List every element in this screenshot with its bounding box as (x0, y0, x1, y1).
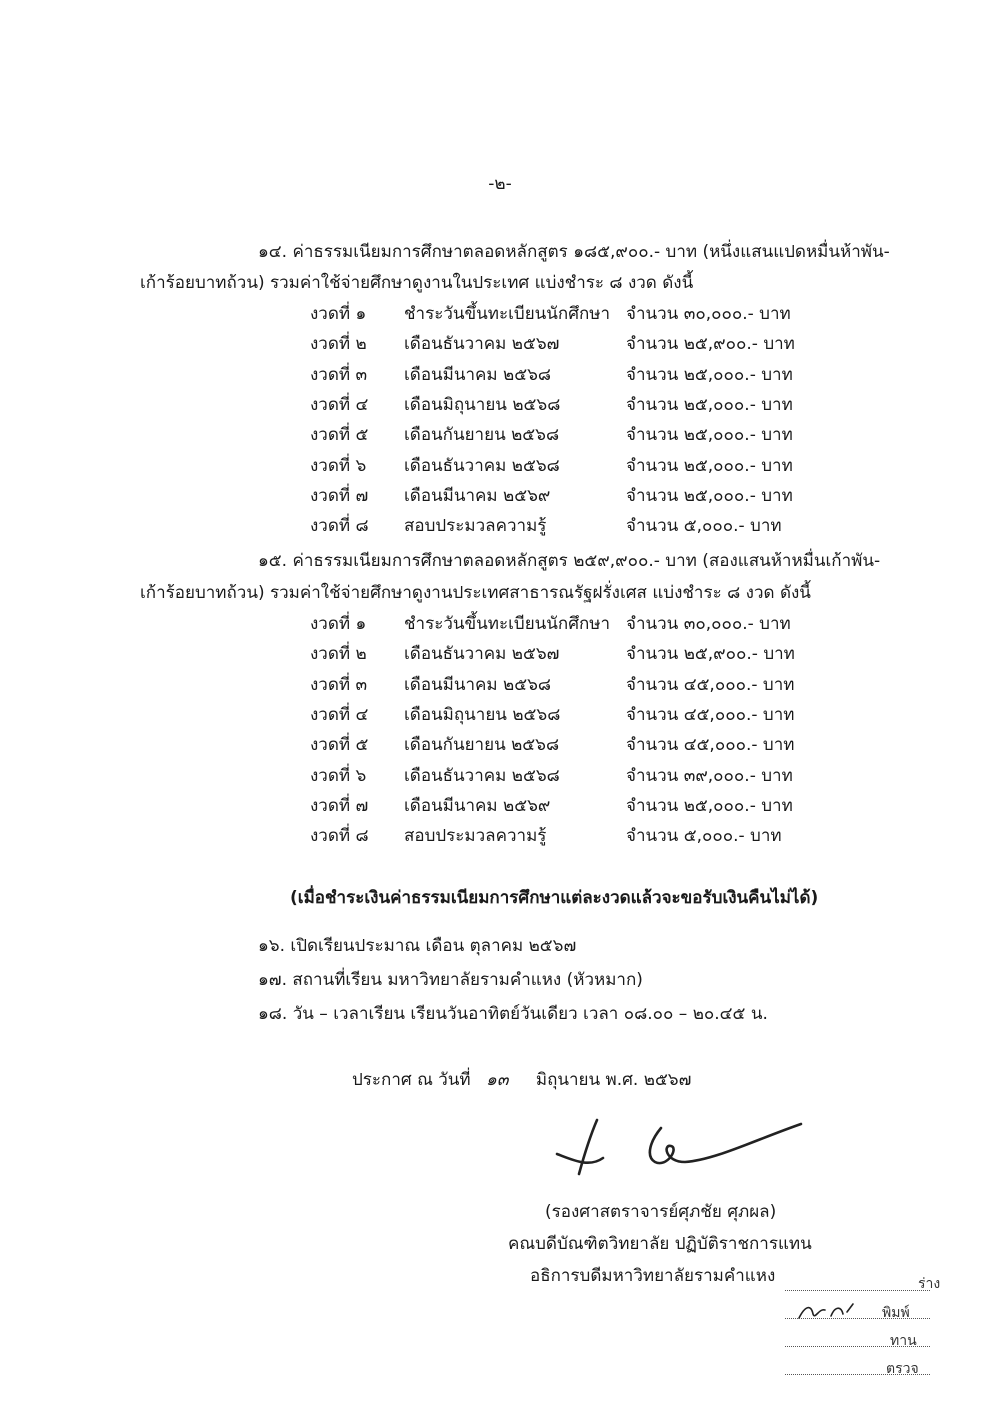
checklist-line (785, 1290, 930, 1291)
installment-label: งวดที่ ๘ (310, 826, 369, 846)
installment-desc: เดือนธันวาคม ๒๕๖๗ (404, 644, 560, 664)
installment-desc: เดือนธันวาคม ๒๕๖๘ (404, 456, 560, 476)
installment-label: งวดที่ ๒ (310, 644, 367, 664)
installment-label: งวดที่ ๕ (310, 425, 369, 445)
installment-desc: สอบประมวลความรู้ (404, 826, 547, 846)
installment-label: งวดที่ ๔ (310, 705, 369, 725)
initials-mark (795, 1300, 865, 1324)
installment-amount: จำนวน ๔๕,๐๐๐.- บาท (626, 705, 795, 725)
item-17: ๑๗. สถานที่เรียน มหาวิทยาลัยรามคำแหง (หัวหมาก) (258, 970, 643, 990)
installment-amount: จำนวน ๒๕,๐๐๐.- บาท (626, 456, 793, 476)
announcement-date (352, 1066, 691, 1093)
installment-amount: จำนวน ๒๕,๐๐๐.- บาท (626, 486, 793, 506)
installment-amount: จำนวน ๓๙,๐๐๐.- บาท (626, 766, 793, 786)
installment-desc: เดือนกันยายน ๒๕๖๘ (404, 425, 560, 445)
installment-amount: จำนวน ๒๕,๐๐๐.- บาท (626, 395, 793, 415)
installment-label: งวดที่ ๖ (310, 456, 367, 476)
installment-desc: เดือนมีนาคม ๒๕๖๙ (404, 486, 551, 506)
installment-label: งวดที่ ๑ (310, 614, 367, 634)
signature-image (555, 1112, 805, 1182)
installment-desc: เดือนมีนาคม ๒๕๖๙ (404, 796, 551, 816)
signatory-position-1: คณบดีบัณฑิตวิทยาลัย ปฏิบัติราชการแทน (508, 1234, 812, 1254)
signatory-position-2: อธิการบดีมหาวิทยาลัยรามคำแหง (530, 1266, 776, 1286)
announcement-day: ๑๓ (486, 1070, 509, 1090)
checklist-typed: พิมพ์ (882, 1305, 910, 1321)
section15-heading-cont: เก้าร้อยบาทถ้วน) รวมค่าใช้จ่ายศึกษาดูงานประเทศสาธารณรัฐฝรั่งเศส แบ่งชำระ ๘ งวด ดังนี้ (140, 583, 811, 603)
installment-amount: จำนวน ๓๐,๐๐๐.- บาท (626, 614, 791, 634)
installment-label: งวดที่ ๕ (310, 735, 369, 755)
installment-desc: เดือนธันวาคม ๒๕๖๘ (404, 766, 560, 786)
checklist-checked: ตรวจ (886, 1361, 919, 1377)
installment-desc: เดือนมีนาคม ๒๕๖๘ (404, 365, 552, 385)
installment-amount: จำนวน ๒๕,๙๐๐.- บาท (626, 334, 795, 354)
refund-note: (เมื่อชำระเงินค่าธรรมเนียมการศึกษาแต่ละงวดแล้วจะขอรับเงินคืนไม่ได้) (290, 888, 819, 908)
signatory-name: (รองศาสตราจารย์ศุภชัย ศุภผล) (545, 1202, 777, 1222)
checklist-proofread: ทาน (890, 1333, 917, 1349)
installment-label: งวดที่ ๓ (310, 365, 368, 385)
installment-label: งวดที่ ๔ (310, 395, 369, 415)
installment-desc: เดือนมิถุนายน ๒๕๖๘ (404, 395, 561, 415)
installment-amount: จำนวน ๒๕,๐๐๐.- บาท (626, 796, 793, 816)
installment-desc: เดือนธันวาคม ๒๕๖๗ (404, 334, 560, 354)
installment-desc: เดือนกันยายน ๒๕๖๘ (404, 735, 560, 755)
installment-amount: จำนวน ๕,๐๐๐.- บาท (626, 516, 782, 536)
installment-label: งวดที่ ๘ (310, 516, 369, 536)
installment-amount: จำนวน ๒๕,๐๐๐.- บาท (626, 425, 793, 445)
installment-desc: ชำระวันขึ้นทะเบียนนักศึกษา (404, 614, 611, 634)
installment-label: งวดที่ ๒ (310, 334, 367, 354)
installment-label: งวดที่ ๗ (310, 796, 369, 816)
section14-heading: ๑๔. ค่าธรรมเนียมการศึกษาตลอดหลักสูตร ๑๘๕,๙๐๐.- บาท (หนึ่งแสนแปดหมื่นห้าพัน- (258, 242, 890, 262)
installment-amount: จำนวน ๕,๐๐๐.- บาท (626, 826, 782, 846)
installment-label: งวดที่ ๖ (310, 766, 367, 786)
item-18: ๑๘. วัน – เวลาเรียน เรียนวันอาทิตย์วันเดียว เวลา ๐๘.๐๐ – ๒๐.๔๕ น. (258, 1004, 768, 1024)
installment-amount: จำนวน ๓๐,๐๐๐.- บาท (626, 304, 791, 324)
section15-heading: ๑๕. ค่าธรรมเนียมการศึกษาตลอดหลักสูตร ๒๕๙,๙๐๐.- บาท (สองแสนห้าหมื่นเก้าพัน- (258, 551, 881, 571)
section14-heading-cont: เก้าร้อยบาทถ้วน) รวมค่าใช้จ่ายศึกษาดูงานในประเทศ แบ่งชำระ ๘ งวด ดังนี้ (140, 273, 694, 293)
installment-amount: จำนวน ๔๕,๐๐๐.- บาท (626, 735, 795, 755)
installment-amount: จำนวน ๔๕,๐๐๐.- บาท (626, 675, 795, 695)
installment-amount: จำนวน ๒๕,๙๐๐.- บาท (626, 644, 795, 664)
announcement-suffix: มิถุนายน พ.ศ. ๒๕๖๗ (535, 1070, 692, 1090)
installment-desc: ชำระวันขึ้นทะเบียนนักศึกษา (404, 304, 611, 324)
page-number: -๒- (488, 174, 512, 194)
installment-amount: จำนวน ๒๕,๐๐๐.- บาท (626, 365, 793, 385)
installment-label: งวดที่ ๓ (310, 675, 368, 695)
item-16: ๑๖. เปิดเรียนประมาณ เดือน ตุลาคม ๒๕๖๗ (258, 936, 577, 956)
announcement-prefix: ประกาศ ณ วันที่ (352, 1070, 471, 1090)
installment-desc: สอบประมวลความรู้ (404, 516, 547, 536)
installment-label: งวดที่ ๗ (310, 486, 369, 506)
checklist-draft: ร่าง (918, 1276, 941, 1292)
installment-desc: เดือนมิถุนายน ๒๕๖๘ (404, 705, 561, 725)
installment-desc: เดือนมีนาคม ๒๕๖๘ (404, 675, 552, 695)
installment-label: งวดที่ ๑ (310, 304, 367, 324)
